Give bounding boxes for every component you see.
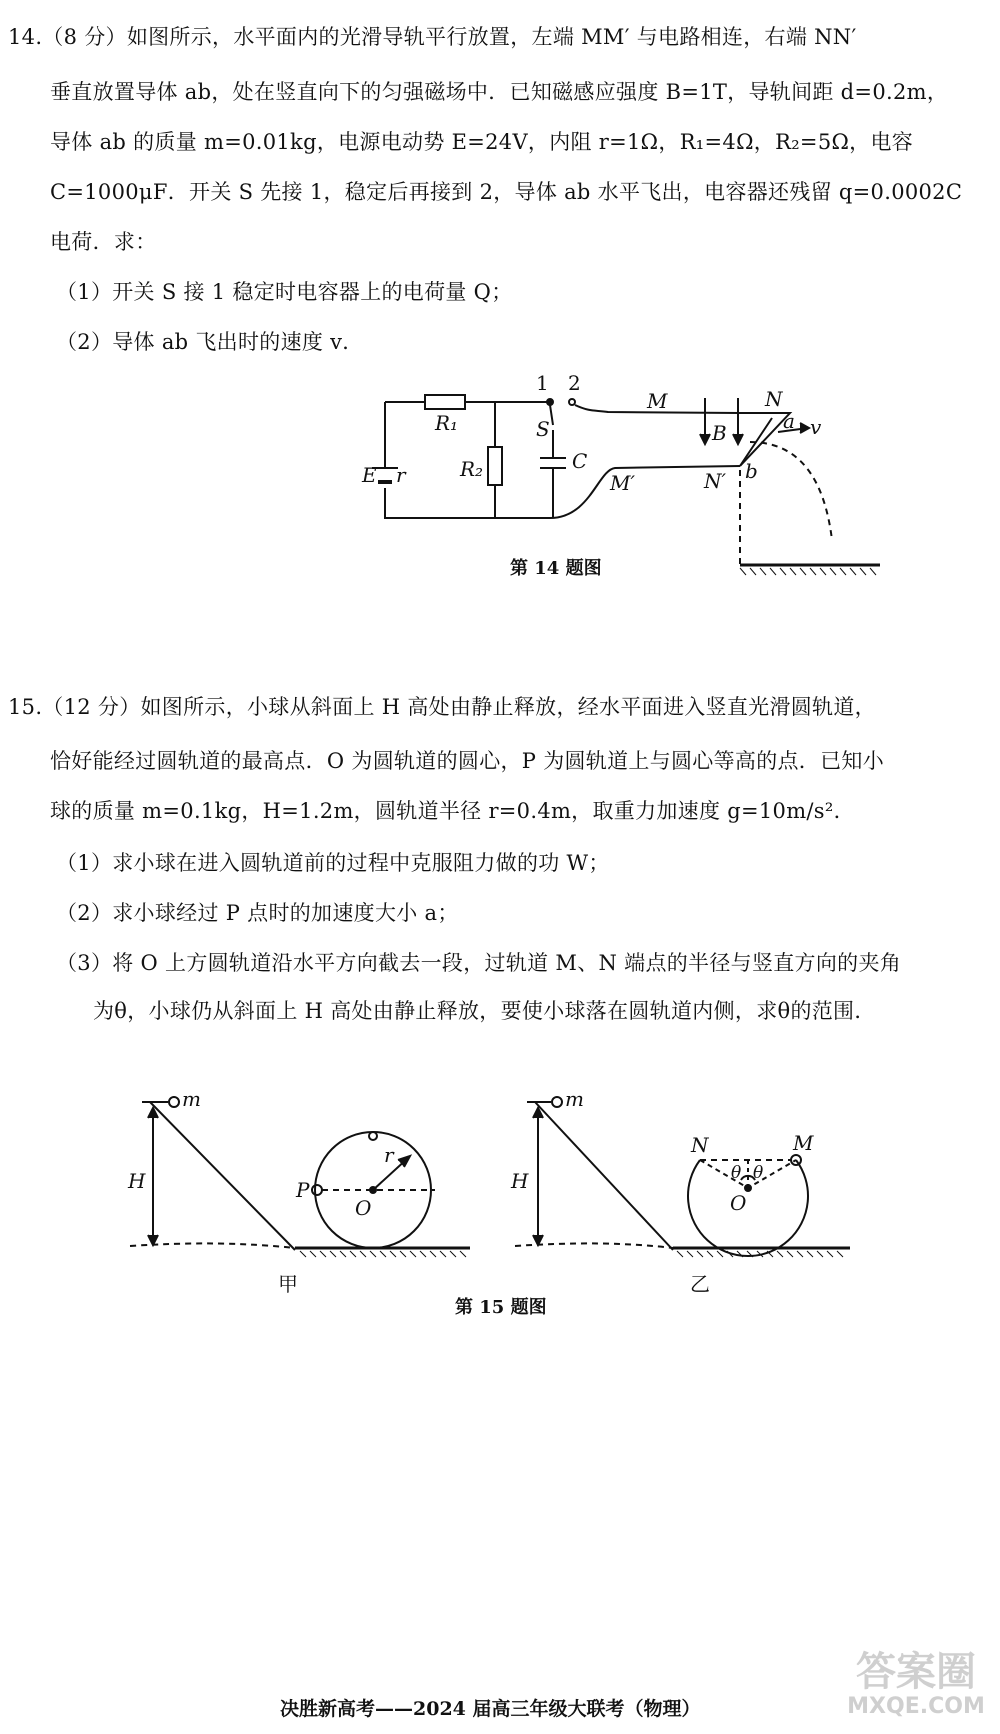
label-jia-m: m	[182, 1087, 201, 1111]
label-jia-P: P	[296, 1178, 310, 1202]
label-R1: R₁	[435, 411, 459, 435]
label-yi-theta-left: θ	[731, 1163, 742, 1183]
resistor-r1	[425, 395, 465, 409]
page-footer: 决胜新高考——2024 届高三年级大联考（物理）	[280, 1698, 701, 1720]
label-a: a	[783, 409, 795, 433]
q15-sub-1: （1）求小球在进入圆轨道前的过程中克服阻力做的功 W；	[56, 851, 610, 875]
q14-sub-1: （1）开关 S 接 1 稳定时电容器上的电荷量 Q；	[56, 280, 513, 304]
figure-label-jia: 甲	[278, 1272, 298, 1296]
label-yi-O: O	[730, 1191, 747, 1215]
q15-line-1: 15.（12 分）如图所示，小球从斜面上 H 高处由静止释放，经水平面进入竖直光滑圆轨道，	[8, 695, 876, 719]
label-yi-N: N	[691, 1133, 709, 1157]
q14-line-4: C=1000μF．开关 S 先接 1，稳定后再接到 2，导体 ab 水平飞出，电容器还残留 q=0.0002C	[50, 180, 963, 204]
q15-figure-jia	[110, 1080, 490, 1260]
label-v: v	[810, 415, 822, 439]
label-N: N	[765, 387, 783, 411]
q14-line-5: 电荷．求：	[50, 230, 157, 254]
label-N-prime: N′	[704, 469, 727, 493]
q15-line-2: 恰好能经过圆轨道的最高点．O 为圆轨道的圆心，P 为圆轨道上与圆心等高的点．已知小	[50, 749, 884, 773]
q15-figure-yi	[505, 1080, 875, 1260]
label-jia-H: H	[128, 1169, 146, 1193]
label-b: b	[745, 459, 758, 483]
q15-sub-3-line-2: 为θ，小球仍从斜面上 H 高处由静止释放，要使小球落在圆轨道内侧，求θ的范围．	[93, 999, 876, 1023]
label-R2: R₂	[460, 457, 484, 481]
label-yi-m: m	[565, 1087, 584, 1111]
q15-sub-2: （2）求小球经过 P 点时的加速度大小 a；	[56, 901, 459, 925]
label-M: M	[647, 389, 668, 413]
label-switch-2: 2	[568, 371, 581, 395]
label-E: E	[362, 463, 377, 487]
q15-figure-caption: 第 15 题图	[455, 1297, 547, 1318]
watermark-url: MXQE.COM	[847, 1694, 985, 1719]
label-yi-M: M	[793, 1131, 814, 1155]
figure-label-yi: 乙	[690, 1272, 710, 1296]
label-jia-O: O	[355, 1196, 372, 1220]
label-switch-1: 1	[536, 371, 549, 395]
label-r: r	[396, 463, 406, 487]
label-yi-theta-right: θ	[753, 1163, 764, 1183]
watermark-text: 答案圈	[856, 1649, 976, 1695]
label-jia-r: r	[384, 1143, 394, 1167]
label-C: C	[572, 449, 588, 473]
q15-line-3: 球的质量 m=0.1kg，H=1.2m，圆轨道半径 r=0.4m，取重力加速度 g=10m/s²．	[50, 799, 855, 823]
watermark-logo	[846, 1650, 986, 1734]
q14-circuit-figure	[360, 370, 980, 585]
q14-sub-2: （2）导体 ab 飞出时的速度 v．	[56, 330, 364, 354]
q15-sub-3-line-1: （3）将 O 上方圆轨道沿水平方向截去一段，过轨道 M、N 端点的半径与竖直方向的夹角	[56, 951, 902, 975]
q14-line-3: 导体 ab 的质量 m=0.01kg，电源电动势 E=24V，内阻 r=1Ω，R₁=4Ω，R₂=5Ω，电容	[50, 130, 914, 154]
resistor-r2	[488, 447, 502, 485]
label-B: B	[712, 421, 727, 445]
q14-figure-caption: 第 14 题图	[510, 558, 602, 579]
label-yi-H: H	[511, 1169, 529, 1193]
label-S: S	[536, 417, 550, 441]
label-M-prime: M′	[610, 471, 636, 495]
q14-line-1: 14.（8 分）如图所示，水平面内的光滑导轨平行放置，左端 MM′ 与电路相连，右端 NN′	[8, 25, 857, 49]
q14-line-2: 垂直放置导体 ab，处在竖直向下的匀强磁场中．已知磁感应强度 B=1T，导轨间距 d=0.2m，	[50, 80, 949, 104]
